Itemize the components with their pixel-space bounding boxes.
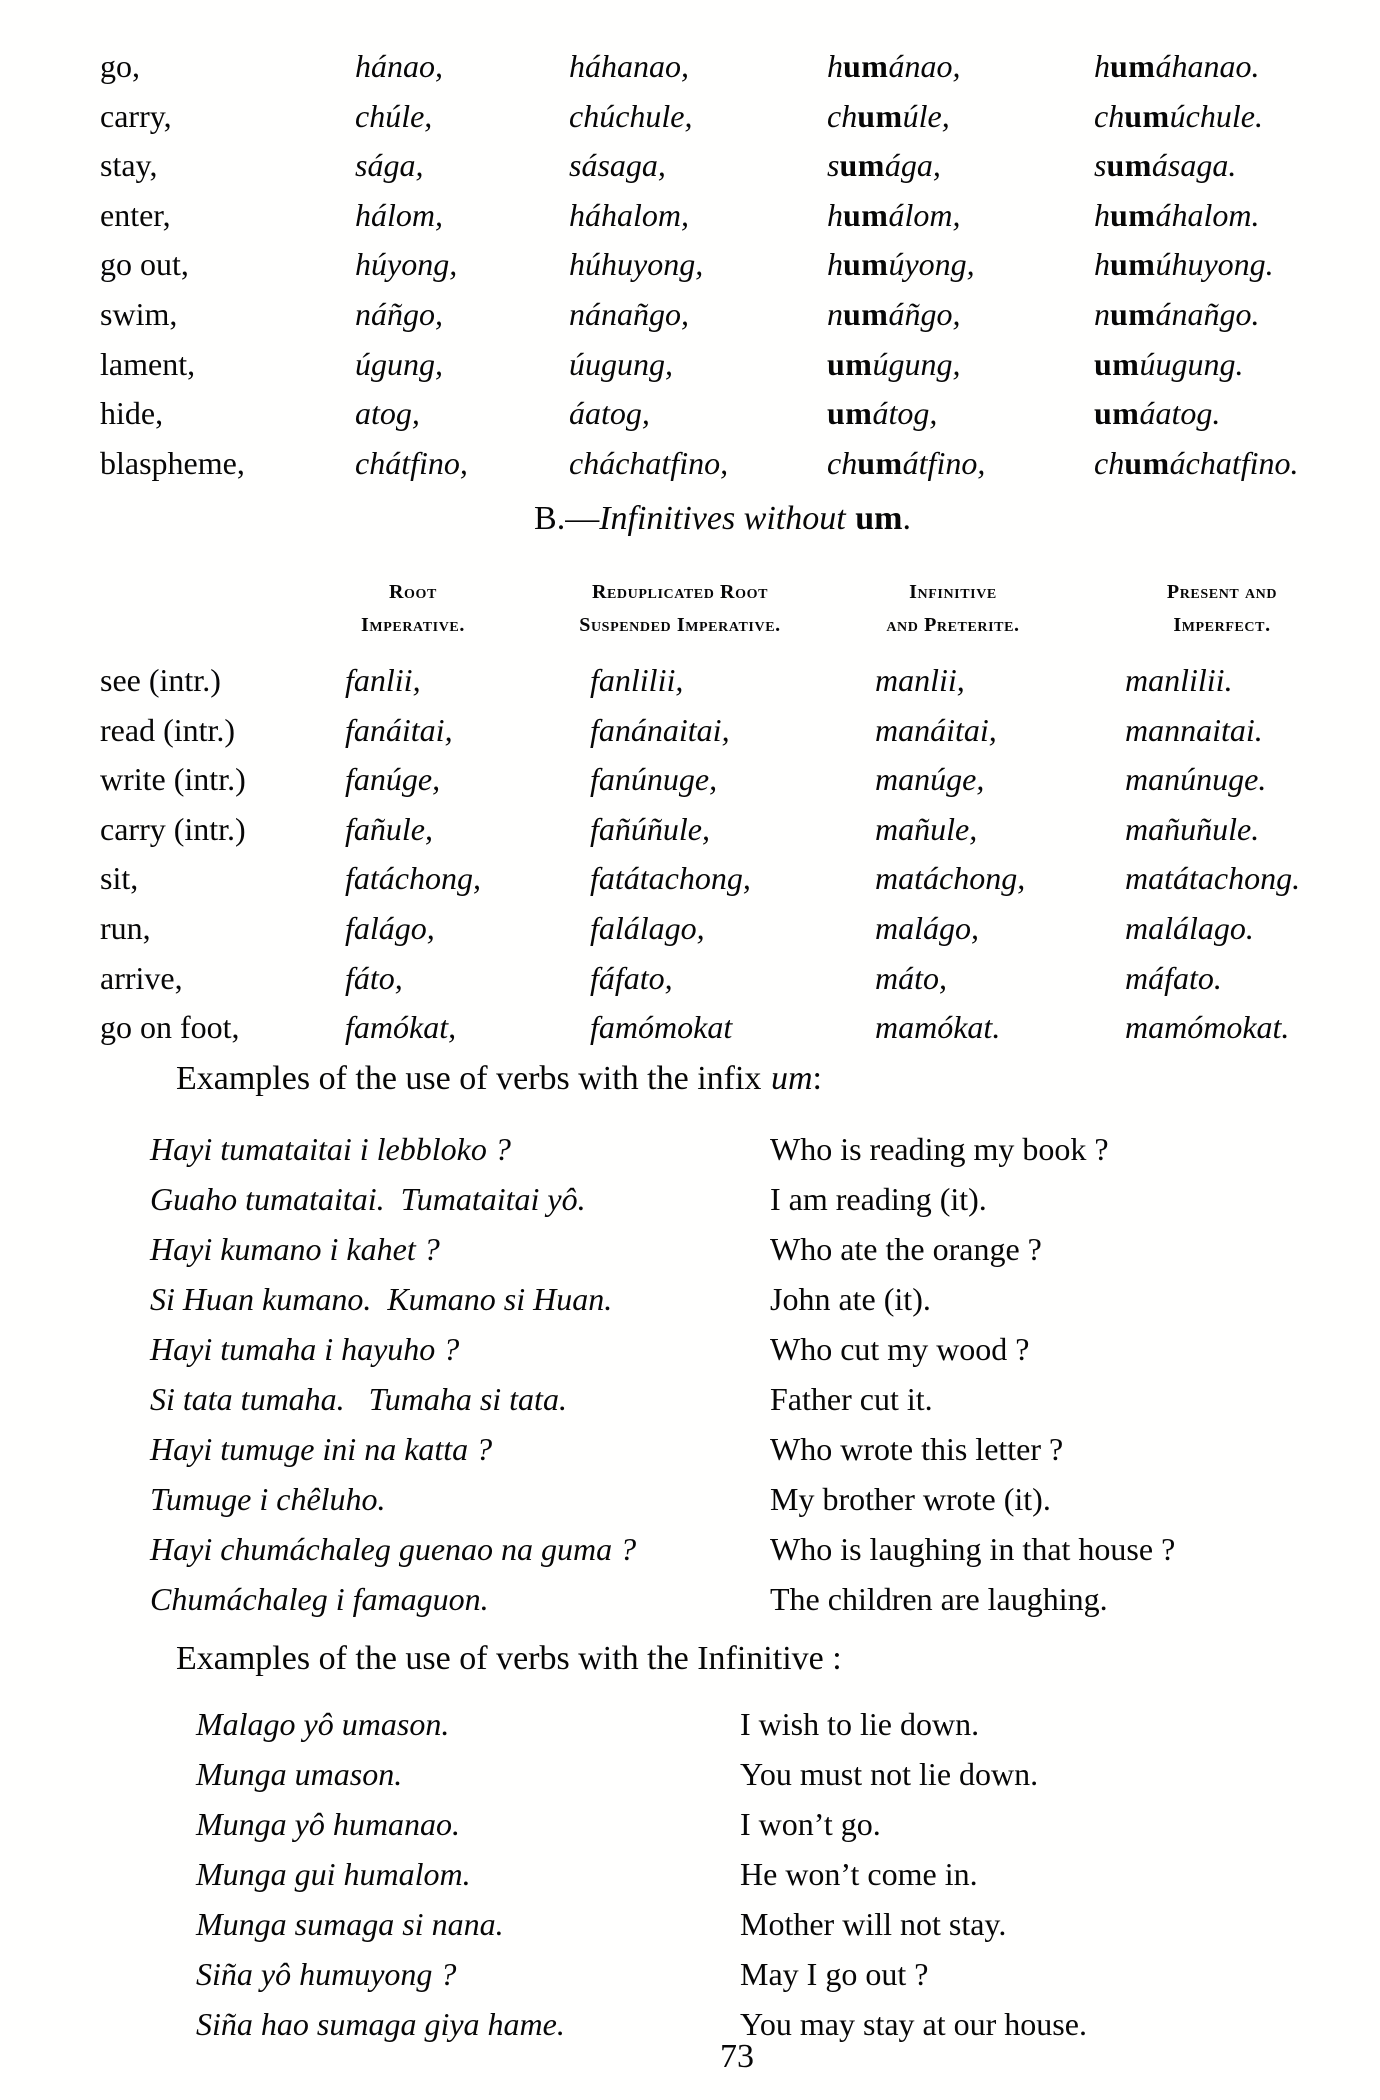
chamorro-redup-form: famómokat bbox=[590, 1009, 733, 1046]
bold-infix: um bbox=[1110, 48, 1156, 84]
table-row bbox=[0, 656, 1380, 706]
chamorro-pres-form: mamómokat. bbox=[1125, 1009, 1290, 1046]
english-translation: Mother will not stay. bbox=[740, 1906, 1007, 1942]
english-translation: He won’t come in. bbox=[740, 1856, 978, 1892]
english-gloss: read (intr.) bbox=[100, 711, 236, 748]
chamorro-inf-form: numáñgo, bbox=[827, 295, 961, 332]
english-translation: I am reading (it). bbox=[770, 1181, 987, 1217]
example-pair bbox=[0, 1224, 1380, 1274]
examples-infinitive-heading: Examples of the use of verbs with the Infinitive : bbox=[176, 1640, 842, 1677]
column-header bbox=[1097, 576, 1347, 642]
page-number: 73 bbox=[720, 2038, 754, 2075]
example-pair bbox=[0, 1749, 1380, 1799]
chamorro-pres-form: numánañgo. bbox=[1094, 295, 1260, 332]
table-row bbox=[0, 389, 1380, 439]
chamorro-sentence: Hayi chumáchaleg guenao na guma ? bbox=[150, 1531, 637, 1567]
chamorro-redup-form: falálago, bbox=[590, 909, 705, 946]
chamorro-redup-form: fatátachong, bbox=[590, 860, 751, 897]
chamorro-redup-form: nánañgo, bbox=[569, 295, 689, 332]
chamorro-inf-form: humúyong, bbox=[827, 246, 975, 283]
english-gloss: carry, bbox=[100, 97, 172, 134]
example-pair bbox=[0, 1474, 1380, 1524]
chamorro-sentence: Hayi kumano i kahet ? bbox=[150, 1231, 440, 1267]
example-pair bbox=[0, 1324, 1380, 1374]
section-b-title: Infinitives without bbox=[599, 500, 846, 537]
example-pair bbox=[0, 1274, 1380, 1324]
chamorro-pres-form: máfato. bbox=[1125, 959, 1222, 996]
bold-infix: um bbox=[857, 444, 903, 481]
chamorro-inf-form: manlii, bbox=[875, 662, 965, 698]
chamorro-redup-form: fáfato, bbox=[590, 959, 673, 996]
bold-infix: um bbox=[1110, 246, 1156, 283]
english-translation: Who cut my wood ? bbox=[770, 1331, 1030, 1367]
table-row bbox=[0, 805, 1380, 855]
english-translation: John ate (it). bbox=[770, 1281, 931, 1317]
chamorro-pres-form: mannaitai. bbox=[1125, 711, 1263, 748]
english-translation: Father cut it. bbox=[770, 1381, 933, 1417]
chamorro-pres-form: mañuñule. bbox=[1125, 810, 1260, 847]
example-pair bbox=[0, 1374, 1380, 1424]
english-gloss: stay, bbox=[100, 147, 158, 184]
examples-um-list bbox=[0, 1124, 1380, 1624]
section-b-um: um bbox=[855, 500, 903, 537]
table-row bbox=[0, 340, 1380, 390]
examples-infinitive-list bbox=[0, 1699, 1380, 2049]
english-gloss: arrive, bbox=[100, 959, 183, 996]
chamorro-redup-form: cháchatfino, bbox=[569, 444, 729, 481]
english-translation: I wish to lie down. bbox=[740, 1706, 980, 1742]
chamorro-pres-form: umúugung. bbox=[1094, 345, 1244, 382]
chamorro-redup-form: fañúñule, bbox=[590, 810, 710, 847]
chamorro-inf-form: humálom, bbox=[827, 196, 961, 233]
chamorro-sentence: Munga umason. bbox=[196, 1756, 403, 1792]
chamorro-pres-form: humúhuyong. bbox=[1094, 246, 1274, 283]
column-header bbox=[303, 576, 523, 642]
chamorro-root-form: sága, bbox=[355, 147, 424, 184]
chamorro-inf-form: manáitai, bbox=[875, 711, 997, 748]
bold-infix: um bbox=[839, 147, 885, 184]
chamorro-pres-form: umáatog. bbox=[1094, 395, 1221, 432]
chamorro-pres-form: malálago. bbox=[1125, 909, 1254, 946]
chamorro-redup-form: sásaga, bbox=[569, 147, 666, 184]
english-gloss: go out, bbox=[100, 246, 189, 283]
bold-infix: um bbox=[1094, 345, 1140, 382]
chamorro-root-form: fanúge, bbox=[345, 761, 441, 798]
column-header-line: Imperfect. bbox=[1173, 614, 1271, 636]
chamorro-pres-form: manlilii. bbox=[1125, 662, 1233, 698]
chamorro-sentence: Munga yô humanao. bbox=[196, 1806, 460, 1842]
examples-um-heading bbox=[176, 1060, 822, 1098]
column-header-line: Root bbox=[389, 581, 437, 603]
chamorro-inf-form: chumúle, bbox=[827, 97, 950, 134]
example-pair bbox=[0, 1524, 1380, 1574]
chamorro-inf-form: malágo, bbox=[875, 909, 979, 946]
table-row bbox=[0, 954, 1380, 1004]
section-b-heading bbox=[100, 500, 1345, 538]
table-row bbox=[0, 755, 1380, 805]
chamorro-sentence: Malago yô umason. bbox=[196, 1706, 450, 1742]
english-gloss: hide, bbox=[100, 395, 164, 432]
column-header-line: Infinitive bbox=[909, 581, 997, 603]
english-translation: You must not lie down. bbox=[740, 1756, 1039, 1792]
bold-infix: um bbox=[827, 395, 873, 432]
chamorro-pres-form: chumáchatfino. bbox=[1094, 444, 1299, 481]
chamorro-redup-form: fanúnuge, bbox=[590, 761, 718, 798]
chamorro-inf-form: mañule, bbox=[875, 810, 978, 847]
chamorro-pres-form: matátachong. bbox=[1125, 860, 1301, 897]
chamorro-redup-form: úugung, bbox=[569, 345, 673, 382]
chamorro-inf-form: chumátfino, bbox=[827, 444, 986, 481]
example-pair bbox=[0, 1849, 1380, 1899]
english-gloss: lament, bbox=[100, 345, 196, 382]
example-pair bbox=[0, 1799, 1380, 1849]
table-row bbox=[0, 240, 1380, 290]
english-gloss: swim, bbox=[100, 295, 178, 332]
english-translation: I won’t go. bbox=[740, 1806, 881, 1842]
chamorro-redup-form: fanánaitai, bbox=[590, 711, 730, 748]
column-header-line: Reduplicated Root bbox=[591, 581, 769, 603]
chamorro-sentence: Siña yô humuyong ? bbox=[196, 1956, 457, 1992]
section-b-period: . bbox=[902, 500, 911, 537]
english-translation: Who is laughing in that house ? bbox=[770, 1531, 1176, 1567]
chamorro-sentence: Tumuge i chêluho. bbox=[150, 1481, 386, 1517]
chamorro-sentence: Hayi tumuge ini na katta ? bbox=[150, 1431, 493, 1467]
english-gloss: blaspheme, bbox=[100, 444, 245, 481]
chamorro-inf-form: mamókat. bbox=[875, 1009, 1001, 1046]
example-pair bbox=[0, 1124, 1380, 1174]
chamorro-root-form: fanlii, bbox=[345, 662, 421, 698]
chamorro-inf-form: umátog, bbox=[827, 395, 938, 432]
table-row bbox=[0, 191, 1380, 241]
table-row bbox=[0, 42, 1380, 92]
chamorro-redup-form: chúchule, bbox=[569, 97, 693, 134]
chamorro-root-form: atog, bbox=[355, 395, 420, 432]
bold-infix: um bbox=[1110, 196, 1156, 233]
table-row bbox=[0, 706, 1380, 756]
english-gloss: enter, bbox=[100, 196, 171, 233]
example-pair bbox=[0, 1699, 1380, 1749]
chamorro-pres-form: manúnuge. bbox=[1125, 761, 1267, 798]
chamorro-sentence: Si tata tumaha. Tumaha si tata. bbox=[150, 1381, 567, 1417]
chamorro-root-form: hálom, bbox=[355, 196, 443, 233]
chamorro-sentence: Siña hao sumaga giya hame. bbox=[196, 2006, 565, 2042]
example-pair bbox=[0, 1174, 1380, 1224]
bold-infix: um bbox=[1094, 395, 1140, 432]
english-translation: Who wrote this letter ? bbox=[770, 1431, 1064, 1467]
english-translation: You may stay at our house. bbox=[740, 2006, 1087, 2042]
table-row bbox=[0, 1003, 1380, 1053]
chamorro-pres-form: humáhanao. bbox=[1094, 48, 1260, 84]
section-b-prefix: B.— bbox=[534, 500, 600, 537]
english-gloss: see (intr.) bbox=[100, 662, 221, 698]
chamorro-redup-form: háhalom, bbox=[569, 196, 689, 233]
column-header-line: and Preterite. bbox=[886, 614, 1020, 636]
infinitive-verb-table bbox=[0, 656, 1380, 1053]
chamorro-root-form: húyong, bbox=[355, 246, 458, 283]
chamorro-sentence: Hayi tumataitai i lebbloko ? bbox=[150, 1131, 511, 1167]
english-translation: Who ate the orange ? bbox=[770, 1231, 1042, 1267]
column-header bbox=[828, 576, 1078, 642]
chamorro-inf-form: umúgung, bbox=[827, 345, 961, 382]
chamorro-inf-form: sumága, bbox=[827, 147, 941, 184]
chamorro-sentence: Si Huan kumano. Kumano si Huan. bbox=[150, 1281, 613, 1317]
bold-infix: um bbox=[1124, 97, 1170, 134]
english-gloss: write (intr.) bbox=[100, 761, 246, 798]
chamorro-pres-form: sumásaga. bbox=[1094, 147, 1237, 184]
example-pair bbox=[0, 1999, 1380, 2049]
infinitive-table-headers bbox=[0, 576, 1380, 660]
bold-infix: um bbox=[843, 196, 889, 233]
bold-infix: um bbox=[843, 48, 889, 84]
column-header-line: Suspended Imperative. bbox=[579, 614, 781, 636]
chamorro-pres-form: chumúchule. bbox=[1094, 97, 1263, 134]
bold-infix: um bbox=[1110, 295, 1156, 332]
chamorro-root-form: chúle, bbox=[355, 97, 433, 134]
example-pair bbox=[0, 1574, 1380, 1624]
english-gloss: go on foot, bbox=[100, 1009, 240, 1046]
um-verb-table bbox=[0, 42, 1380, 488]
bold-infix: um bbox=[843, 295, 889, 332]
chamorro-root-form: fañule, bbox=[345, 810, 433, 847]
chamorro-inf-form: máto, bbox=[875, 959, 947, 996]
chamorro-pres-form: humáhalom. bbox=[1094, 196, 1260, 233]
chamorro-sentence: Munga sumaga si nana. bbox=[196, 1906, 504, 1942]
table-row bbox=[0, 439, 1380, 489]
chamorro-root-form: úgung, bbox=[355, 345, 443, 382]
table-row bbox=[0, 92, 1380, 142]
bold-infix: um bbox=[1124, 444, 1170, 481]
english-translation: My brother wrote (it). bbox=[770, 1481, 1051, 1517]
bold-infix: um bbox=[857, 97, 903, 134]
examples-um-heading-text: Examples of the use of verbs with the infix bbox=[176, 1060, 762, 1097]
bold-infix: um bbox=[1106, 147, 1152, 184]
chamorro-inf-form: humánao, bbox=[827, 48, 961, 84]
chamorro-root-form: chátfino, bbox=[355, 444, 468, 481]
example-pair bbox=[0, 1949, 1380, 1999]
column-header-line: Present and bbox=[1166, 581, 1278, 603]
chamorro-root-form: fanáitai, bbox=[345, 711, 453, 748]
chamorro-root-form: famókat, bbox=[345, 1009, 457, 1046]
examples-um-heading-colon: : bbox=[812, 1060, 822, 1097]
table-row bbox=[0, 290, 1380, 340]
column-header-line: Imperative. bbox=[361, 614, 465, 636]
chamorro-root-form: hánao, bbox=[355, 48, 443, 84]
english-gloss: carry (intr.) bbox=[100, 810, 246, 847]
chamorro-redup-form: áatog, bbox=[569, 395, 650, 432]
table-row bbox=[0, 854, 1380, 904]
english-translation: The children are laughing. bbox=[770, 1581, 1108, 1617]
chamorro-sentence: Chumáchaleg i famaguon. bbox=[150, 1581, 489, 1617]
bold-infix: um bbox=[843, 246, 889, 283]
table-row bbox=[0, 141, 1380, 191]
english-translation: Who is reading my book ? bbox=[770, 1131, 1109, 1167]
english-translation: May I go out ? bbox=[740, 1956, 929, 1992]
english-gloss: sit, bbox=[100, 860, 139, 897]
chamorro-redup-form: húhuyong, bbox=[569, 246, 704, 283]
english-gloss: go, bbox=[100, 48, 140, 84]
example-pair bbox=[0, 1899, 1380, 1949]
chamorro-sentence: Munga gui humalom. bbox=[196, 1856, 471, 1892]
column-header bbox=[505, 576, 855, 642]
chamorro-sentence: Guaho tumataitai. Tumataitai yô. bbox=[150, 1181, 586, 1217]
chamorro-sentence: Hayi tumaha i hayuho ? bbox=[150, 1331, 460, 1367]
chamorro-redup-form: fanlilii, bbox=[590, 662, 684, 698]
chamorro-inf-form: manúge, bbox=[875, 761, 985, 798]
chamorro-redup-form: háhanao, bbox=[569, 48, 689, 84]
chamorro-root-form: falágo, bbox=[345, 909, 435, 946]
example-pair bbox=[0, 1424, 1380, 1474]
chamorro-root-form: náñgo, bbox=[355, 295, 443, 332]
chamorro-inf-form: matáchong, bbox=[875, 860, 1026, 897]
chamorro-root-form: fáto, bbox=[345, 959, 403, 996]
english-gloss: run, bbox=[100, 909, 151, 946]
table-row bbox=[0, 904, 1380, 954]
chamorro-root-form: fatáchong, bbox=[345, 860, 481, 897]
examples-um-heading-um: um bbox=[770, 1060, 813, 1097]
bold-infix: um bbox=[827, 345, 873, 382]
